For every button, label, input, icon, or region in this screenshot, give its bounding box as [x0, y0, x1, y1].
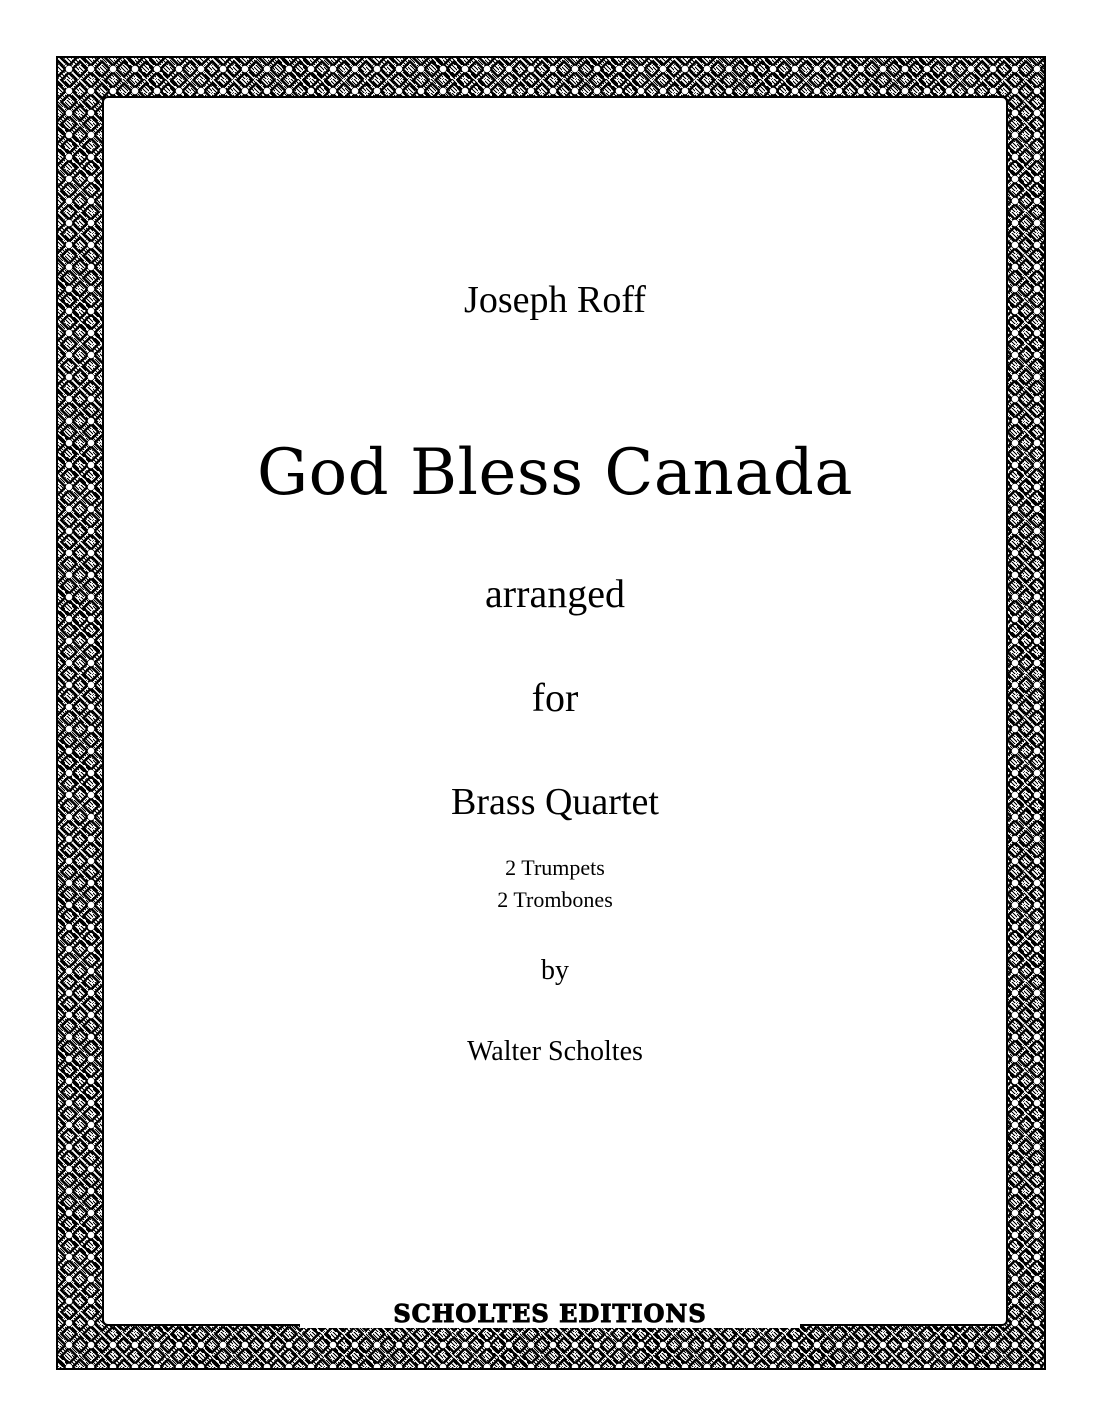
- instrument-trumpets: 2 Trumpets: [505, 855, 605, 880]
- arranged-label: arranged: [485, 571, 625, 616]
- instrument-trombones: 2 Trombones: [497, 887, 613, 912]
- for-label: for: [531, 675, 579, 720]
- ensemble-name: Brass Quartet: [451, 781, 659, 823]
- by-label: by: [541, 955, 569, 986]
- piece-title: God Bless Canada: [257, 436, 853, 510]
- composer-name: Joseph Roff: [464, 279, 646, 321]
- publisher-logo: SCHOLTES EDITIONS: [300, 1300, 800, 1328]
- arranger-name: Walter Scholtes: [467, 1036, 643, 1067]
